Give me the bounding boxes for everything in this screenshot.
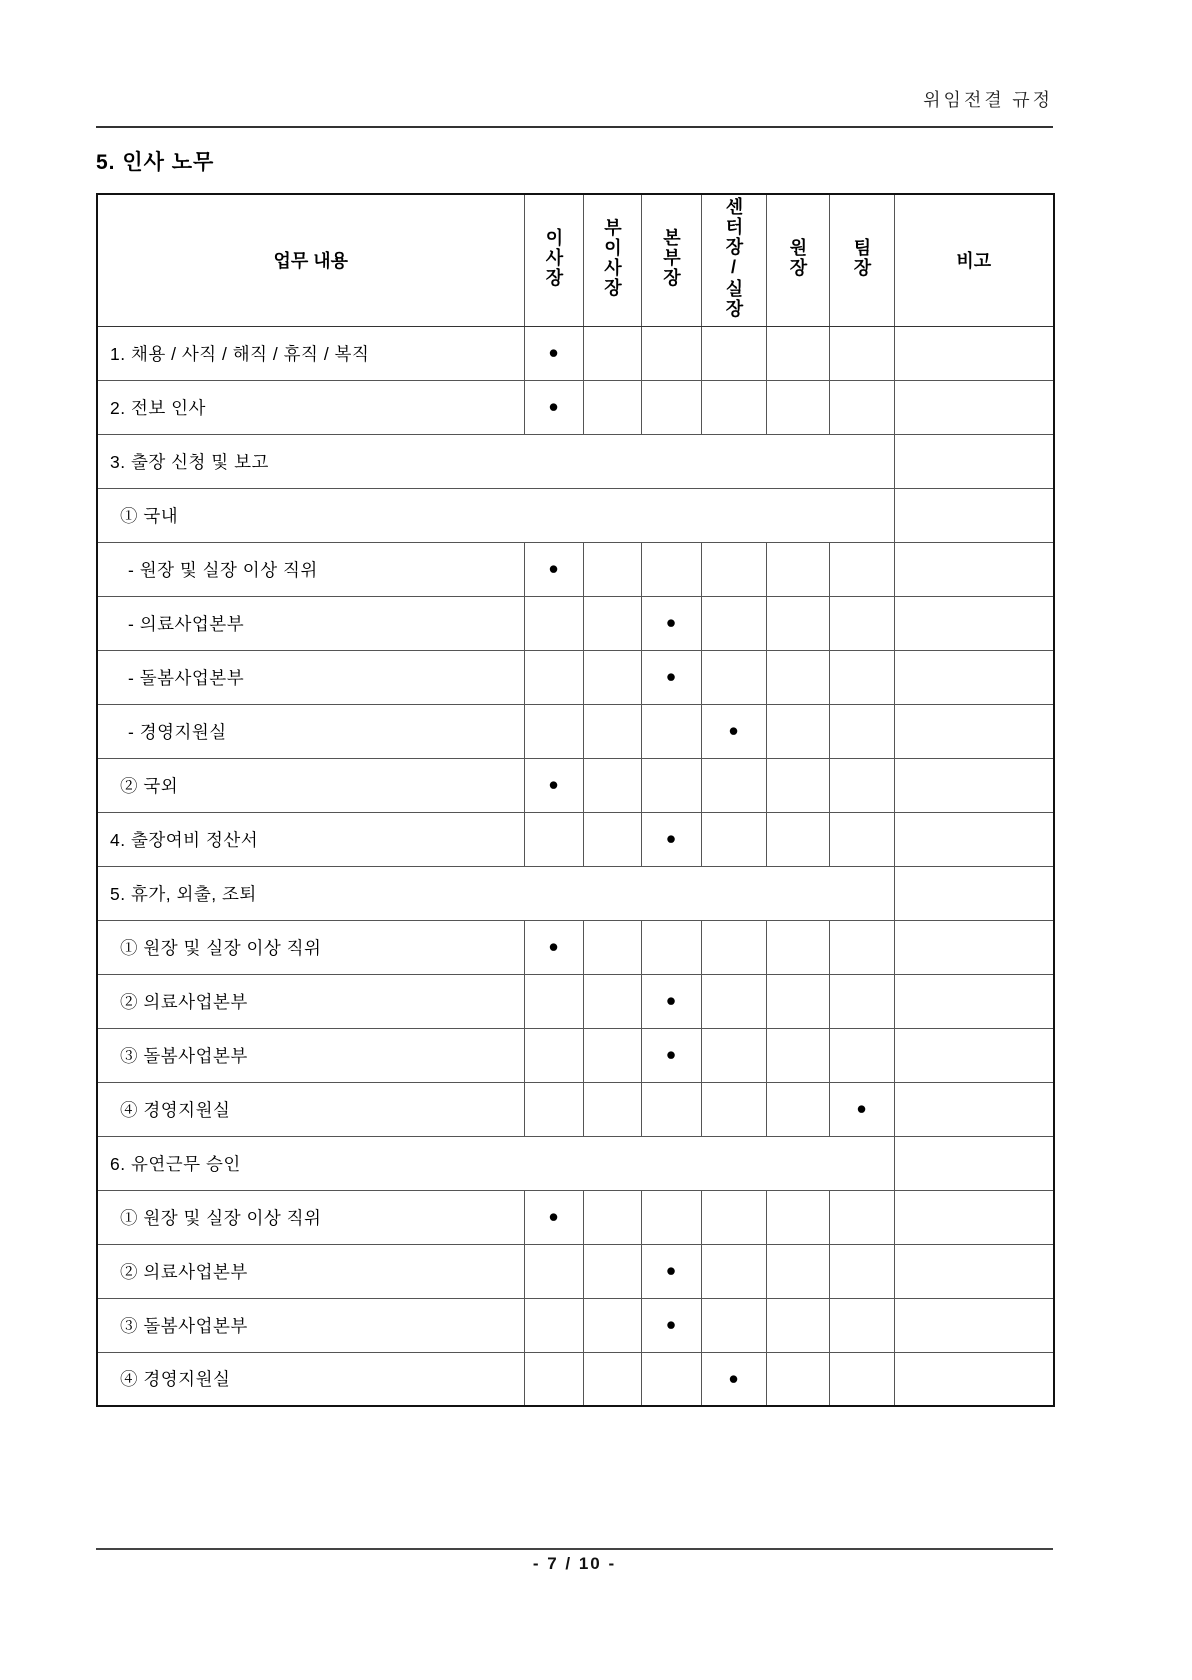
empty-mark-cell [641, 380, 701, 434]
column-header-director [766, 194, 829, 326]
table-row [97, 326, 1054, 380]
table-row [97, 488, 1054, 542]
column-header-director-label: 원장 [787, 237, 808, 278]
table-row [97, 1244, 1054, 1298]
empty-mark-cell [766, 326, 829, 380]
approval-mark-cell: ● [701, 1352, 766, 1406]
empty-mark-cell [524, 1244, 583, 1298]
empty-mark-cell [766, 704, 829, 758]
empty-mark-cell [829, 704, 894, 758]
task-cell: ② 의료사업본부 [97, 974, 524, 1028]
empty-mark-cell [766, 380, 829, 434]
empty-mark-cell [766, 920, 829, 974]
task-cell: - 원장 및 실장 이상 직위 [97, 542, 524, 596]
table-row [97, 974, 1054, 1028]
approval-mark-cell: ● [524, 542, 583, 596]
approval-mark-cell: ● [641, 596, 701, 650]
empty-mark-cell [524, 1028, 583, 1082]
approval-mark-cell: ● [701, 704, 766, 758]
approval-mark-cell: ● [524, 1190, 583, 1244]
table-header-row [97, 194, 1054, 326]
column-header-vice-chairman [583, 194, 641, 326]
empty-mark-cell [641, 542, 701, 596]
task-cell: 6. 유연근무 승인 [97, 1136, 894, 1190]
remark-cell [894, 920, 1054, 974]
table-row [97, 434, 1054, 488]
column-header-vice-chairman-label: 부이사장 [602, 217, 622, 298]
empty-mark-cell [583, 380, 641, 434]
column-header-task [97, 194, 524, 326]
empty-mark-cell [829, 1028, 894, 1082]
running-header: 위임전결 규정 [923, 90, 1053, 110]
empty-mark-cell [524, 812, 583, 866]
section-title: 5. 인사 노무 [96, 151, 215, 174]
empty-mark-cell [583, 1298, 641, 1352]
empty-mark-cell [829, 1190, 894, 1244]
empty-mark-cell [829, 812, 894, 866]
empty-mark-cell [641, 326, 701, 380]
empty-mark-cell [524, 596, 583, 650]
empty-mark-cell [701, 974, 766, 1028]
empty-mark-cell [583, 974, 641, 1028]
empty-mark-cell [641, 920, 701, 974]
table-row [97, 866, 1054, 920]
column-header-task-label: 업무 내용 [273, 251, 349, 272]
task-cell: ① 국내 [97, 488, 894, 542]
empty-mark-cell [583, 1244, 641, 1298]
task-cell: ④ 경영지원실 [97, 1082, 524, 1136]
empty-mark-cell [766, 1298, 829, 1352]
empty-mark-cell [701, 542, 766, 596]
approval-mark-cell: ● [524, 380, 583, 434]
table-row [97, 542, 1054, 596]
table-row [97, 1136, 1054, 1190]
column-header-team-leader [829, 194, 894, 326]
column-header-division-head-label: 본부장 [661, 227, 681, 288]
empty-mark-cell [583, 758, 641, 812]
table-row [97, 650, 1054, 704]
empty-mark-cell [766, 812, 829, 866]
empty-mark-cell [701, 812, 766, 866]
table-row [97, 380, 1054, 434]
task-cell: ④ 경영지원실 [97, 1352, 524, 1406]
table-row [97, 1190, 1054, 1244]
empty-mark-cell [583, 650, 641, 704]
remark-cell [894, 596, 1054, 650]
column-header-chairman [524, 194, 583, 326]
empty-mark-cell [829, 974, 894, 1028]
empty-mark-cell [829, 542, 894, 596]
remark-cell [894, 1082, 1054, 1136]
empty-mark-cell [583, 1190, 641, 1244]
task-cell: ② 의료사업본부 [97, 1244, 524, 1298]
empty-mark-cell [766, 1244, 829, 1298]
approval-table-body [97, 326, 1054, 1406]
table-row [97, 1352, 1054, 1406]
empty-mark-cell [701, 920, 766, 974]
empty-mark-cell [829, 920, 894, 974]
table-row [97, 758, 1054, 812]
approval-authority-table [96, 193, 1055, 1407]
empty-mark-cell [766, 1190, 829, 1244]
column-header-center-head [701, 194, 766, 326]
empty-mark-cell [583, 1028, 641, 1082]
remark-cell [894, 1244, 1054, 1298]
table-row [97, 1298, 1054, 1352]
approval-mark-cell: ● [524, 920, 583, 974]
task-cell: - 돌봄사업본부 [97, 650, 524, 704]
approval-mark-cell: ● [524, 758, 583, 812]
task-cell: 2. 전보 인사 [97, 380, 524, 434]
empty-mark-cell [766, 1082, 829, 1136]
approval-mark-cell: ● [641, 1028, 701, 1082]
empty-mark-cell [641, 704, 701, 758]
remark-cell [894, 812, 1054, 866]
empty-mark-cell [524, 974, 583, 1028]
empty-mark-cell [829, 1352, 894, 1406]
empty-mark-cell [766, 596, 829, 650]
table-row [97, 920, 1054, 974]
task-cell: 5. 휴가, 외출, 조퇴 [97, 866, 894, 920]
remark-cell [894, 1298, 1054, 1352]
empty-mark-cell [641, 758, 701, 812]
remark-cell [894, 326, 1054, 380]
empty-mark-cell [583, 920, 641, 974]
empty-mark-cell [829, 380, 894, 434]
empty-mark-cell [701, 650, 766, 704]
remark-cell [894, 1136, 1054, 1190]
empty-mark-cell [583, 542, 641, 596]
remark-cell [894, 1190, 1054, 1244]
task-cell: ② 국외 [97, 758, 524, 812]
remark-cell [894, 974, 1054, 1028]
remark-cell [894, 704, 1054, 758]
empty-mark-cell [701, 1082, 766, 1136]
approval-mark-cell: ● [641, 1298, 701, 1352]
empty-mark-cell [701, 758, 766, 812]
remark-cell [894, 488, 1054, 542]
column-header-chairman-label: 이사장 [543, 227, 564, 288]
empty-mark-cell [583, 812, 641, 866]
empty-mark-cell [829, 596, 894, 650]
table-row [97, 596, 1054, 650]
table-row [97, 812, 1054, 866]
empty-mark-cell [524, 1082, 583, 1136]
empty-mark-cell [641, 1082, 701, 1136]
empty-mark-cell [701, 596, 766, 650]
task-cell: 1. 채용 / 사직 / 해직 / 휴직 / 복직 [97, 326, 524, 380]
remark-cell [894, 650, 1054, 704]
empty-mark-cell [524, 704, 583, 758]
empty-mark-cell [524, 650, 583, 704]
empty-mark-cell [641, 1352, 701, 1406]
task-cell: 4. 출장여비 정산서 [97, 812, 524, 866]
column-header-remark [894, 194, 1054, 326]
column-header-division-head [641, 194, 701, 326]
remark-cell [894, 434, 1054, 488]
empty-mark-cell [583, 1352, 641, 1406]
footer-rule [96, 1548, 1053, 1550]
empty-mark-cell [583, 326, 641, 380]
empty-mark-cell [766, 974, 829, 1028]
approval-mark-cell: ● [641, 974, 701, 1028]
task-cell: - 의료사업본부 [97, 596, 524, 650]
empty-mark-cell [829, 758, 894, 812]
task-cell: ① 원장 및 실장 이상 직위 [97, 920, 524, 974]
empty-mark-cell [829, 650, 894, 704]
empty-mark-cell [583, 596, 641, 650]
empty-mark-cell [701, 1298, 766, 1352]
column-header-center-head-label: 센터장/실장 [723, 196, 744, 319]
empty-mark-cell [829, 1244, 894, 1298]
table-row [97, 1028, 1054, 1082]
header-rule [96, 126, 1053, 128]
empty-mark-cell [701, 380, 766, 434]
approval-mark-cell: ● [641, 650, 701, 704]
empty-mark-cell [766, 1352, 829, 1406]
empty-mark-cell [766, 542, 829, 596]
approval-mark-cell: ● [641, 812, 701, 866]
task-cell: 3. 출장 신청 및 보고 [97, 434, 894, 488]
task-cell: ③ 돌봄사업본부 [97, 1028, 524, 1082]
empty-mark-cell [524, 1298, 583, 1352]
approval-mark-cell: ● [829, 1082, 894, 1136]
remark-cell [894, 1352, 1054, 1406]
empty-mark-cell [583, 704, 641, 758]
task-cell: ③ 돌봄사업본부 [97, 1298, 524, 1352]
page-number: - 7 / 10 - [532, 1554, 617, 1573]
column-header-remark-label: 비고 [956, 251, 992, 272]
table-row [97, 1082, 1054, 1136]
empty-mark-cell [701, 1244, 766, 1298]
empty-mark-cell [829, 1298, 894, 1352]
column-header-team-leader-label: 팀장 [851, 237, 872, 278]
remark-cell [894, 542, 1054, 596]
empty-mark-cell [766, 1028, 829, 1082]
empty-mark-cell [641, 1190, 701, 1244]
task-cell: - 경영지원실 [97, 704, 524, 758]
remark-cell [894, 1028, 1054, 1082]
approval-mark-cell: ● [641, 1244, 701, 1298]
empty-mark-cell [829, 326, 894, 380]
empty-mark-cell [701, 1190, 766, 1244]
empty-mark-cell [583, 1082, 641, 1136]
remark-cell [894, 380, 1054, 434]
empty-mark-cell [766, 758, 829, 812]
table-row [97, 704, 1054, 758]
approval-mark-cell: ● [524, 326, 583, 380]
empty-mark-cell [701, 326, 766, 380]
task-cell: ① 원장 및 실장 이상 직위 [97, 1190, 524, 1244]
empty-mark-cell [701, 1028, 766, 1082]
empty-mark-cell [766, 650, 829, 704]
remark-cell [894, 758, 1054, 812]
remark-cell [894, 866, 1054, 920]
empty-mark-cell [524, 1352, 583, 1406]
